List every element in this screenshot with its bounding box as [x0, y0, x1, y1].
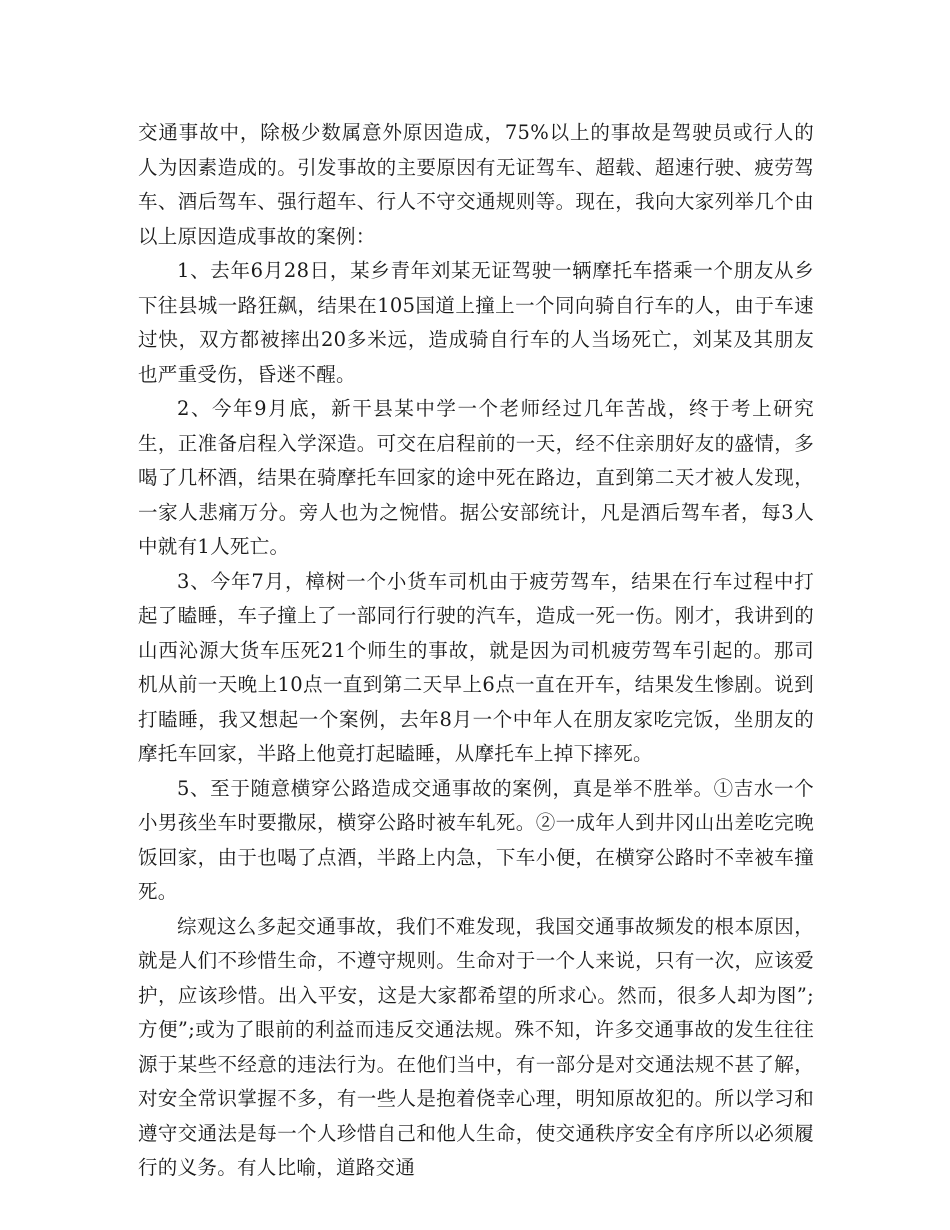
document-body	[138, 116, 814, 1186]
paragraph-case-2: 2、今年9月底，新干县某中学一个老师经过几年苦战，终于考上研究生，正准备启程入学深造。可交在启程前的一天，经不住亲朋好友的盛情，多喝了几杯酒，结果在骑摩托车回家的途中死在路边，直到第二天才被人发现，一家人悲痛万分。旁人也为之惋惜。据公安部统计，凡是酒后驾车者，每3人中就有1人死亡。	[138, 397, 814, 558]
paragraph-case-5: 5、至于随意横穿公路造成交通事故的案例，真是举不胜举。①吉水一个小男孩坐车时要撒尿，横穿公路时被车轧死。②一成年人到井冈山出差吃完晚饭回家，由于也喝了点酒，半路上内急，下车小便，在横穿公路时不幸被车撞死。	[138, 776, 814, 903]
paragraph-case-3: 3、今年7月，樟树一个小货车司机由于疲劳驾车，结果在行车过程中打起了瞌睡，车子撞上了一部同行行驶的汽车，造成一死一伤。刚才，我讲到的山西沁源大货车压死21个师生的事故，就是因为司机疲劳驾车引起的。那司机从前一天晚上10点一直到第二天早上6点一直在开车，结果发生惨剧。说到打瞌睡，我又想起一个案例，去年8月一个中年人在朋友家吃完饭，坐朋友的摩托车回家，半路上他竟打起瞌睡，从摩托车上掉下摔死。	[138, 569, 814, 765]
paragraph-summary: 综观这么多起交通事故，我们不难发现，我国交通事故频发的根本原因，就是人们不珍惜生命，不遵守规则。生命对于一个人来说，只有一次，应该爱护，应该珍惜。出入平安，这是大家都希望的所求心。然而，很多人却为图”;方便”;或为了眼前的利益而违反交通法规。殊不知，许多交通事故的发生往往源于某些不经意的违法行为。在他们当中，有一部分是对交通法规不甚了解，对安全常识掌握不多，有一些人是抱着侥幸心理，明知原故犯的。所以学习和遵守交通法是每一个人珍惜自己和他人生命，使交通秩序安全有序所以必须履行的义务。有人比喻，道路交通	[138, 914, 814, 1179]
paragraph-case-1: 1、去年6月28日，某乡青年刘某无证驾驶一辆摩托车搭乘一个朋友从乡下往县城一路狂飙，结果在105国道上撞上一个同向骑自行车的人，由于车速过快，双方都被摔出20多米远，造成骑自行车的人当场死亡，刘某及其朋友也严重受伤，昏迷不醒。	[138, 259, 814, 386]
paragraph-intro: 交通事故中，除极少数属意外原因造成，75%以上的事故是驾驶员或行人的人为因素造成的。引发事故的主要原因有无证驾车、超载、超速行驶、疲劳驾车、酒后驾车、强行超车、行人不守交通规则等。现在，我向大家列举几个由以上原因造成事故的案例：	[138, 121, 814, 248]
